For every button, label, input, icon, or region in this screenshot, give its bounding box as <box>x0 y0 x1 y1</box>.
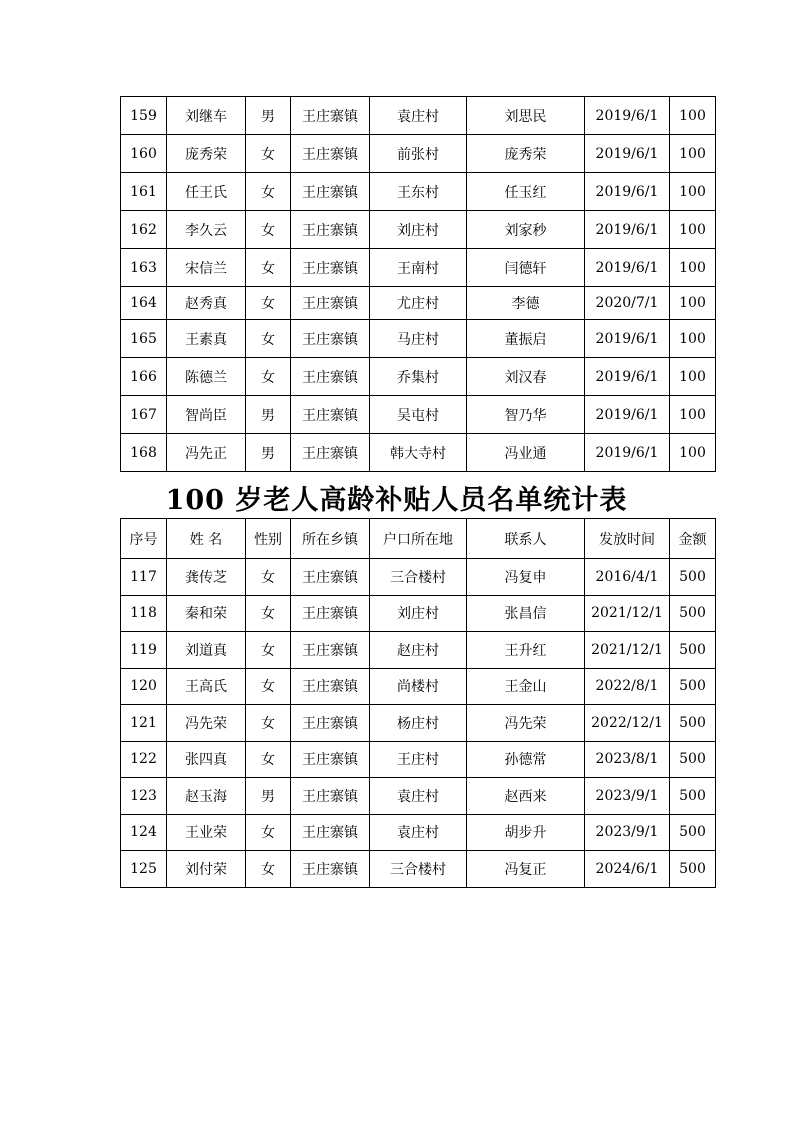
header-amount: 金额 <box>670 519 716 559</box>
cell-town: 王庄寨镇 <box>291 287 370 320</box>
cell-residence: 尚楼村 <box>370 668 467 705</box>
cell-seq: 164 <box>121 287 167 320</box>
cell-town: 王庄寨镇 <box>291 778 370 815</box>
cell-contact: 冯复申 <box>467 559 585 596</box>
cell-date: 2022/12/1 <box>585 705 670 742</box>
cell-residence: 袁庄村 <box>370 778 467 815</box>
table-row <box>121 396 716 434</box>
cell-gender: 女 <box>246 249 291 287</box>
table-row <box>121 668 716 705</box>
cell-name: 王高氏 <box>167 668 246 705</box>
table-header-row <box>121 519 716 559</box>
cell-gender: 女 <box>246 632 291 669</box>
cell-residence: 尤庄村 <box>370 287 467 320</box>
cell-contact: 赵西来 <box>467 778 585 815</box>
table-row <box>121 632 716 669</box>
cell-town: 王庄寨镇 <box>291 358 370 396</box>
table-row <box>121 595 716 632</box>
cell-gender: 女 <box>246 320 291 358</box>
cell-seq: 160 <box>121 135 167 173</box>
cell-date: 2019/6/1 <box>585 396 670 434</box>
cell-contact: 闫德轩 <box>467 249 585 287</box>
cell-date: 2019/6/1 <box>585 249 670 287</box>
cell-residence: 赵庄村 <box>370 632 467 669</box>
table-row <box>121 135 716 173</box>
cell-town: 王庄寨镇 <box>291 632 370 669</box>
cell-gender: 女 <box>246 135 291 173</box>
table-row <box>121 778 716 815</box>
table-row <box>121 705 716 742</box>
cell-town: 王庄寨镇 <box>291 595 370 632</box>
cell-gender: 男 <box>246 778 291 815</box>
cell-residence: 乔集村 <box>370 358 467 396</box>
cell-name: 李久云 <box>167 211 246 249</box>
cell-name: 张四真 <box>167 741 246 778</box>
cell-gender: 男 <box>246 396 291 434</box>
cell-date: 2022/8/1 <box>585 668 670 705</box>
cell-contact: 刘思民 <box>467 97 585 135</box>
cell-town: 王庄寨镇 <box>291 559 370 596</box>
table-row <box>121 249 716 287</box>
header-gender: 性别 <box>246 519 291 559</box>
cell-contact: 刘家秒 <box>467 211 585 249</box>
cell-name: 冯先正 <box>167 434 246 472</box>
cell-town: 王庄寨镇 <box>291 249 370 287</box>
cell-seq: 159 <box>121 97 167 135</box>
cell-contact: 李德 <box>467 287 585 320</box>
cell-date: 2023/9/1 <box>585 814 670 851</box>
cell-date: 2021/12/1 <box>585 632 670 669</box>
table-row <box>121 814 716 851</box>
cell-date: 2023/9/1 <box>585 778 670 815</box>
cell-seq: 168 <box>121 434 167 472</box>
cell-amount: 500 <box>670 632 716 669</box>
table-row <box>121 851 716 888</box>
cell-date: 2023/8/1 <box>585 741 670 778</box>
cell-amount: 100 <box>670 135 716 173</box>
cell-seq: 125 <box>121 851 167 888</box>
cell-seq: 165 <box>121 320 167 358</box>
cell-gender: 女 <box>246 705 291 742</box>
cell-contact: 胡步升 <box>467 814 585 851</box>
cell-date: 2024/6/1 <box>585 851 670 888</box>
cell-amount: 500 <box>670 851 716 888</box>
cell-date: 2020/7/1 <box>585 287 670 320</box>
cell-amount: 500 <box>670 741 716 778</box>
cell-contact: 庞秀荣 <box>467 135 585 173</box>
cell-contact: 王升红 <box>467 632 585 669</box>
cell-residence: 三合楼村 <box>370 559 467 596</box>
cell-date: 2019/6/1 <box>585 135 670 173</box>
table-row <box>121 358 716 396</box>
cell-seq: 118 <box>121 595 167 632</box>
cell-residence: 前张村 <box>370 135 467 173</box>
cell-name: 赵玉海 <box>167 778 246 815</box>
cell-town: 王庄寨镇 <box>291 705 370 742</box>
header-date: 发放时间 <box>585 519 670 559</box>
cell-date: 2019/6/1 <box>585 97 670 135</box>
cell-town: 王庄寨镇 <box>291 851 370 888</box>
page-title: 100 岁老人高龄补贴人员名单统计表 <box>165 485 628 516</box>
cell-amount: 100 <box>670 396 716 434</box>
cell-seq: 121 <box>121 705 167 742</box>
table-row <box>121 741 716 778</box>
cell-town: 王庄寨镇 <box>291 814 370 851</box>
cell-town: 王庄寨镇 <box>291 173 370 211</box>
cell-contact: 任玉红 <box>467 173 585 211</box>
cell-contact: 冯复正 <box>467 851 585 888</box>
cell-gender: 女 <box>246 358 291 396</box>
header-seq: 序号 <box>121 519 167 559</box>
cell-name: 刘道真 <box>167 632 246 669</box>
header-contact: 联系人 <box>467 519 585 559</box>
cell-gender: 女 <box>246 595 291 632</box>
cell-amount: 100 <box>670 97 716 135</box>
cell-town: 王庄寨镇 <box>291 396 370 434</box>
cell-seq: 120 <box>121 668 167 705</box>
cell-amount: 500 <box>670 814 716 851</box>
cell-amount: 500 <box>670 559 716 596</box>
cell-contact: 冯先荣 <box>467 705 585 742</box>
cell-name: 赵秀真 <box>167 287 246 320</box>
cell-town: 王庄寨镇 <box>291 668 370 705</box>
bottom-table-body <box>121 559 716 888</box>
cell-residence: 袁庄村 <box>370 97 467 135</box>
cell-amount: 500 <box>670 778 716 815</box>
cell-amount: 100 <box>670 173 716 211</box>
cell-seq: 117 <box>121 559 167 596</box>
top-table <box>120 96 716 472</box>
cell-contact: 冯业通 <box>467 434 585 472</box>
cell-gender: 女 <box>246 851 291 888</box>
table-row <box>121 287 716 320</box>
cell-name: 庞秀荣 <box>167 135 246 173</box>
cell-seq: 163 <box>121 249 167 287</box>
cell-name: 宋信兰 <box>167 249 246 287</box>
cell-town: 王庄寨镇 <box>291 320 370 358</box>
cell-name: 陈德兰 <box>167 358 246 396</box>
cell-name: 刘付荣 <box>167 851 246 888</box>
cell-seq: 162 <box>121 211 167 249</box>
cell-gender: 女 <box>246 559 291 596</box>
cell-seq: 124 <box>121 814 167 851</box>
cell-gender: 女 <box>246 287 291 320</box>
cell-residence: 刘庄村 <box>370 595 467 632</box>
cell-contact: 刘汉春 <box>467 358 585 396</box>
cell-gender: 男 <box>246 97 291 135</box>
cell-town: 王庄寨镇 <box>291 434 370 472</box>
cell-seq: 167 <box>121 396 167 434</box>
cell-seq: 161 <box>121 173 167 211</box>
table-row <box>121 559 716 596</box>
cell-gender: 女 <box>246 173 291 211</box>
cell-residence: 杨庄村 <box>370 705 467 742</box>
cell-name: 冯先荣 <box>167 705 246 742</box>
cell-date: 2016/4/1 <box>585 559 670 596</box>
cell-name: 龚传芝 <box>167 559 246 596</box>
cell-residence: 王东村 <box>370 173 467 211</box>
cell-date: 2019/6/1 <box>585 434 670 472</box>
cell-contact: 智乃华 <box>467 396 585 434</box>
table-row <box>121 173 716 211</box>
cell-date: 2019/6/1 <box>585 358 670 396</box>
table-row <box>121 97 716 135</box>
cell-gender: 女 <box>246 814 291 851</box>
table-row <box>121 434 716 472</box>
cell-contact: 王金山 <box>467 668 585 705</box>
table-row <box>121 320 716 358</box>
cell-residence: 袁庄村 <box>370 814 467 851</box>
cell-date: 2019/6/1 <box>585 173 670 211</box>
table-row <box>121 211 716 249</box>
cell-amount: 100 <box>670 249 716 287</box>
top-table-body <box>121 97 716 472</box>
header-name: 姓 名 <box>167 519 246 559</box>
cell-residence: 刘庄村 <box>370 211 467 249</box>
cell-date: 2019/6/1 <box>585 211 670 249</box>
cell-seq: 123 <box>121 778 167 815</box>
cell-name: 刘继车 <box>167 97 246 135</box>
cell-name: 任王氏 <box>167 173 246 211</box>
cell-amount: 100 <box>670 358 716 396</box>
bottom-table <box>120 518 716 888</box>
cell-gender: 男 <box>246 434 291 472</box>
header-town: 所在乡镇 <box>291 519 370 559</box>
cell-residence: 吴屯村 <box>370 396 467 434</box>
cell-residence: 王南村 <box>370 249 467 287</box>
cell-residence: 韩大寺村 <box>370 434 467 472</box>
cell-residence: 王庄村 <box>370 741 467 778</box>
cell-name: 王素真 <box>167 320 246 358</box>
cell-gender: 女 <box>246 668 291 705</box>
cell-seq: 119 <box>121 632 167 669</box>
cell-amount: 100 <box>670 287 716 320</box>
cell-amount: 500 <box>670 705 716 742</box>
cell-residence: 马庄村 <box>370 320 467 358</box>
cell-town: 王庄寨镇 <box>291 135 370 173</box>
cell-amount: 500 <box>670 668 716 705</box>
cell-name: 王业荣 <box>167 814 246 851</box>
cell-seq: 122 <box>121 741 167 778</box>
cell-amount: 500 <box>670 595 716 632</box>
header-residence: 户口所在地 <box>370 519 467 559</box>
cell-town: 王庄寨镇 <box>291 741 370 778</box>
cell-town: 王庄寨镇 <box>291 97 370 135</box>
cell-town: 王庄寨镇 <box>291 211 370 249</box>
cell-contact: 董振启 <box>467 320 585 358</box>
cell-contact: 孙德常 <box>467 741 585 778</box>
cell-name: 秦和荣 <box>167 595 246 632</box>
cell-contact: 张昌信 <box>467 595 585 632</box>
cell-amount: 100 <box>670 320 716 358</box>
cell-name: 智尚臣 <box>167 396 246 434</box>
cell-amount: 100 <box>670 434 716 472</box>
cell-amount: 100 <box>670 211 716 249</box>
cell-date: 2019/6/1 <box>585 320 670 358</box>
cell-seq: 166 <box>121 358 167 396</box>
cell-gender: 女 <box>246 741 291 778</box>
cell-date: 2021/12/1 <box>585 595 670 632</box>
cell-gender: 女 <box>246 211 291 249</box>
cell-residence: 三合楼村 <box>370 851 467 888</box>
